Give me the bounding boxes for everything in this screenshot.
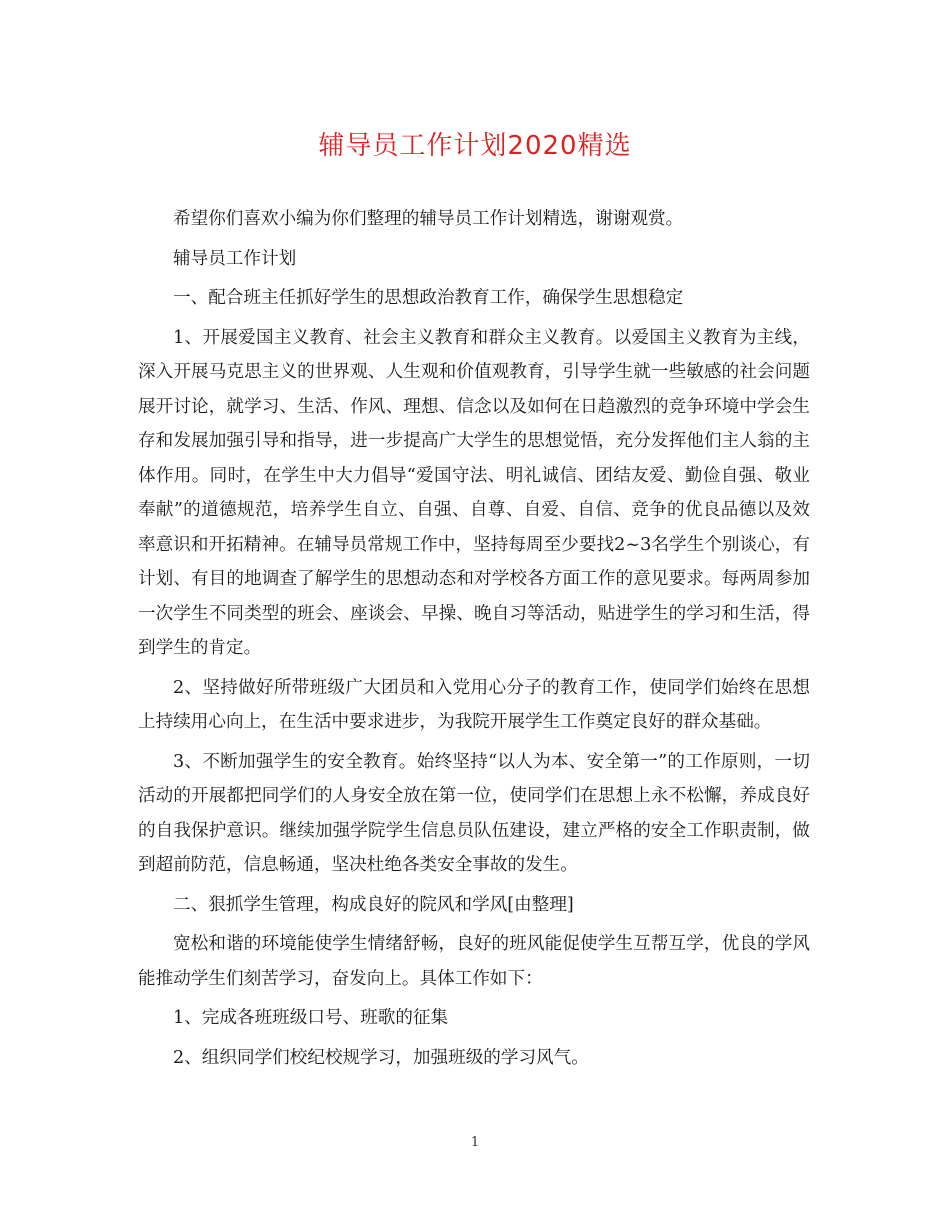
document-body bbox=[138, 202, 810, 1080]
paragraph-item-2: 2、坚持做好所带班级广大团员和入党用心分子的教育工作，使同学们始终在思想上持续用心向上，在生活中要求进步，为我院开展学生工作奠定良好的群众基础。 bbox=[138, 677, 810, 732]
paragraph-section-2-intro: 宽松和谐的环境能使学生情绪舒畅，良好的班风能促使学生互帮互学，优良的学风能推动学生们刻苦学习，奋发向上。具体工作如下： bbox=[138, 934, 810, 989]
page-number: 1 bbox=[470, 1135, 480, 1150]
section-heading-2: 二、狠抓学生管理，构成良好的院风和学风[由整理] bbox=[173, 894, 574, 915]
document-title: 辅导员工作计划2020精选 bbox=[318, 131, 632, 161]
paragraph-section-2-item-1: 1、完成各班班级口号、班歌的征集 bbox=[173, 1008, 449, 1028]
paragraph-item-1: 1、开展爱国主义教育、社会主义教育和群众主义教育。以爱国主义教育为主线，深入开展马克思主义的世界观、人生观和价值观教育，引导学生就一些敏感的社会问题展开讨论，就学习、生活、作风、理想、信念以及如何在日趋激烈的竞争环境中学会生存和发展加强引导和指导，进一步提高广大学生的思想觉悟，充分发挥他们主人翁的主体作用。同时，在学生中大力倡导“爱国守法、明礼诚信、团结友爱、勤俭自强、敬业奉献”的道德规范，培养学生自立、自强、自尊、自爱、自信、竞争的优良品德以及效率意识和开拓精神。在辅导员常规工作中，坚持每周至少要找2~3名学生个别谈心，有计划、有目的地调查了解学生的思想动态和对学校各方面工作的意见要求。每两周参加一次学生不同类型的班会、座谈会、早操、晚自习等活动，贴进学生的学习和生活，得到学生的肯定。 bbox=[138, 327, 810, 658]
paragraph-intro: 希望你们喜欢小编为你们整理的辅导员工作计划精选，谢谢观赏。 bbox=[173, 209, 684, 229]
paragraph-item-3: 3、不断加强学生的安全教育。始终坚持“以人为本、安全第一”的工作原则，一切活动的开展都把同学们的人身安全放在第一位，使同学们在思想上永不松懈，养成良好的自我保护意识。继续加强学院学生信息员队伍建设，建立严格的安全工作职责制，做到超前防范，信息畅通，坚决杜绝各类安全事故的发生。 bbox=[138, 751, 810, 875]
paragraph-heading: 辅导员工作计划 bbox=[173, 248, 297, 269]
section-heading-1: 一、配合班主任抓好学生的思想政治教育工作，确保学生思想稳定 bbox=[173, 288, 684, 308]
paragraph-section-2-item-2: 2、组织同学们校纪校规学习，加强班级的学习风气。 bbox=[173, 1047, 589, 1068]
